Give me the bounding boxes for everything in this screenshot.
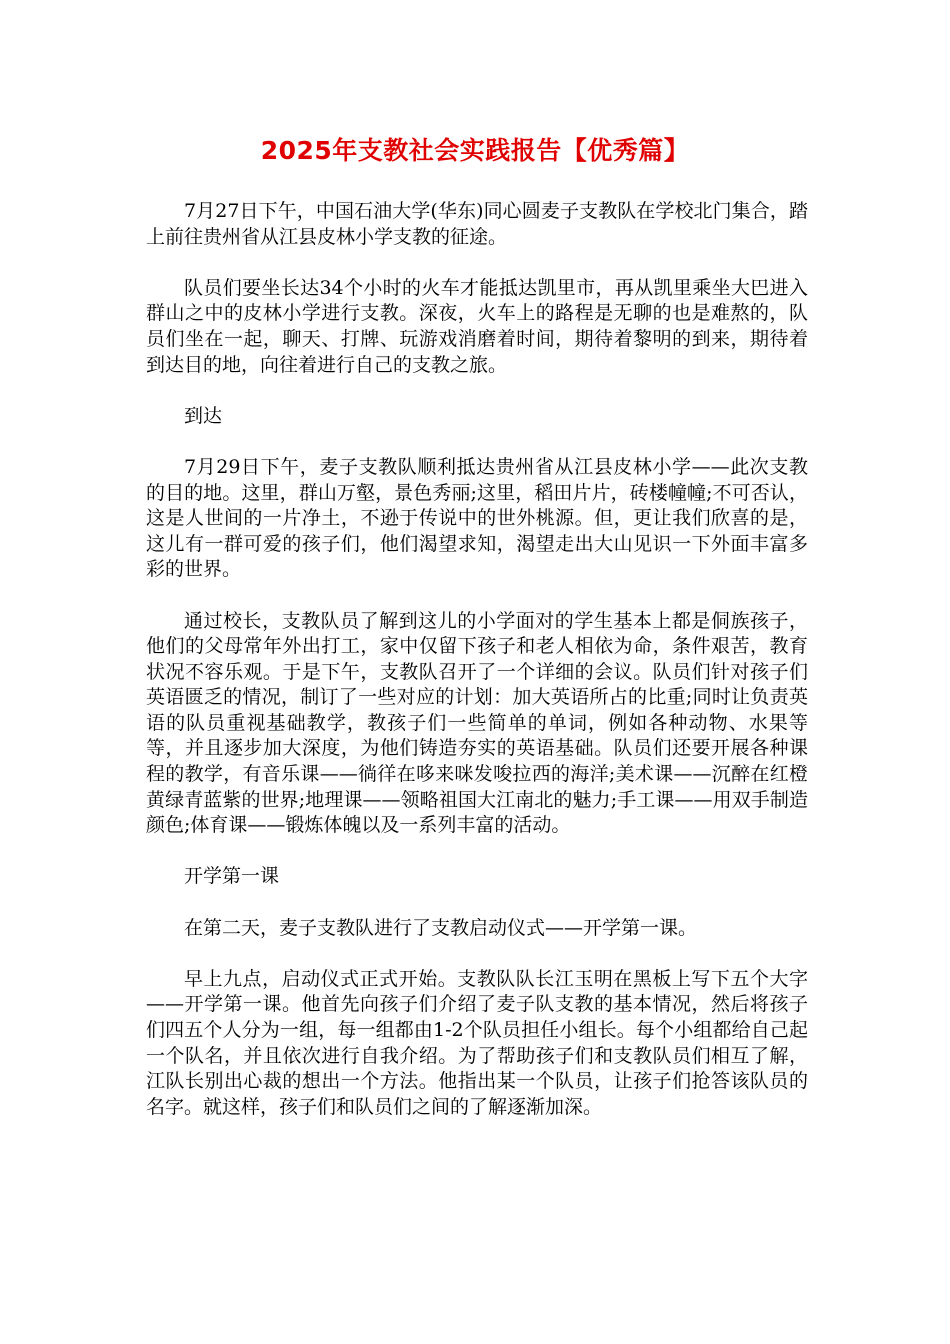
paragraph: 在第二天，麦子支教队进行了支教启动仪式——开学第一课。 xyxy=(184,916,698,939)
section-heading: 到达 xyxy=(184,404,223,427)
paragraph: 队员们要坐长达34个小时的火车才能抵达凯里市，再从凯里乘坐大巴进入群山之中的皮林小学进行支教。深夜，火车上的路程是无聊的也是难熬的，队员们坐在一起，聊天、打牌、玩游戏消磨着时间，期待着黎明的到来，期待着到达目的地，向往着进行自己的支教之旅。 xyxy=(146,276,808,376)
paragraph: 早上九点，启动仪式正式开始。支教队队长江玉明在黑板上写下五个大字——开学第一课。他首先向孩子们介绍了麦子队支教的基本情况，然后将孩子们四五个人分为一组，每一组都由1-2个队员担任小组长。每个小组都给自己起一个队名，并且依次进行自我介绍。为了帮助孩子们和支教队员们相互了解，江队长别出心裁的想出一个方法。他指出某一个队员，让孩子们抢答该队员的名字。就这样，孩子们和队员们之间的了解逐渐加深。 xyxy=(146,967,808,1118)
document-body xyxy=(146,199,808,1146)
document-title: 2025年支教社会实践报告【优秀篇】 xyxy=(260,136,690,165)
paragraph: 通过校长，支教队员了解到这儿的小学面对的学生基本上都是侗族孩子，他们的父母常年外出打工，家中仅留下孩子和老人相依为命，条件艰苦，教育状况不容乐观。于是下午，支教队召开了一个详细的会议。队员们针对孩子们英语匮乏的情况，制订了一些对应的计划：加大英语所占的比重;同时让负责英语的队员重视基础教学，教孩子们一些简单的单词，例如各种动物、水果等等，并且逐步加大深度，为他们铸造夯实的英语基础。队员们还要开展各种课程的教学，有音乐课——徜徉在哆来咪发唆拉西的海洋;美术课——沉醉在红橙黄绿青蓝紫的世界;地理课——领略祖国大江南北的魅力;手工课——用双手制造颜色;体育课——锻炼体魄以及一系列丰富的活动。 xyxy=(146,609,808,837)
paragraph: 7月29日下午，麦子支教队顺利抵达贵州省从江县皮林小学——此次支教的目的地。这里，群山万壑，景色秀丽;这里，稻田片片，砖楼幢幢;不可否认，这是人世间的一片净土，不逊于传说中的世外桃源。但，更让我们欣喜的是，这儿有一群可爱的孩子们，他们渴望求知，渴望走出大山见识一下外面丰富多彩的世界。 xyxy=(146,455,808,581)
section-heading: 开学第一课 xyxy=(184,865,280,888)
paragraph: 7月27日下午，中国石油大学(华东)同心圆麦子支教队在学校北门集合，踏上前往贵州省从江县皮林小学支教的征途。 xyxy=(146,200,808,248)
